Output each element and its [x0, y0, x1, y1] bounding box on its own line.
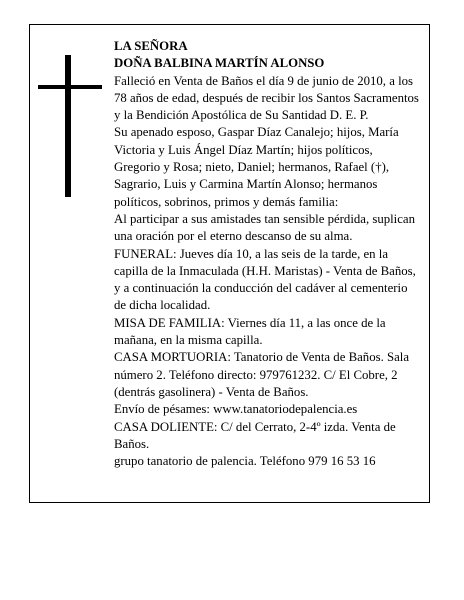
prayer-request: Al participar a sus amistades tan sensible pérdida, suplican una oración por el eterno descanso de su alma. — [114, 211, 415, 244]
death-announcement: Falleció en Venta de Baños el día 9 de junio de 2010, a los 78 años de edad, después de recibir los Santos Sacramentos y la Bendición Apostólica de Su Santidad D. E. P. — [114, 73, 419, 123]
funeral-group-contact: grupo tanatorio de palencia. Teléfono 979 16 53 16 — [114, 454, 376, 469]
funeral-home-details: CASA MORTUORIA: Tanatorio de Venta de Baños. Sala número 2. Teléfono directo: 979761232. C/ El Cobre, 2 (dentrás gasolinera) - Venta de Baños. — [114, 350, 410, 399]
condolences-website: Envío de pésames: www.tanatoriodepalencia.es — [114, 402, 358, 417]
family-list: Su apenado esposo, Gaspar Díaz Canalejo; hijos, María Victoria y Luis Ángel Díaz Martín; hijos políticos, Gregorio y Rosa; nieto, Daniel; hermanos, Rafael (†), Sagrario, Luis y Carmina Martín Alonso; hermanos políticos, sobrinos, primos y demás familia: — [114, 125, 399, 209]
funeral-details: FUNERAL: Jueves día 10, a las seis de la tarde, en la capilla de la Inmaculada (H.H. Maristas) - Venta de Baños, y a continuación la conducción del cadáver al cementerio de dicha localidad. — [114, 246, 416, 313]
mourning-house-address: CASA DOLIENTE: C/ del Cerrato, 2-4º izda. Venta de Baños. — [114, 419, 396, 451]
deceased-name: DOÑA BALBINA MARTÍN ALONSO — [114, 56, 325, 71]
cross-vertical-bar — [65, 55, 71, 197]
family-mass-details: MISA DE FAMILIA: Viernes día 11, a las once de la mañana, en la misma capilla. — [114, 315, 386, 348]
honorific-heading: LA SEÑORA — [114, 39, 188, 53]
cross-horizontal-bar — [38, 85, 102, 89]
latin-cross-icon — [38, 55, 102, 197]
obituary-text — [114, 38, 422, 470]
